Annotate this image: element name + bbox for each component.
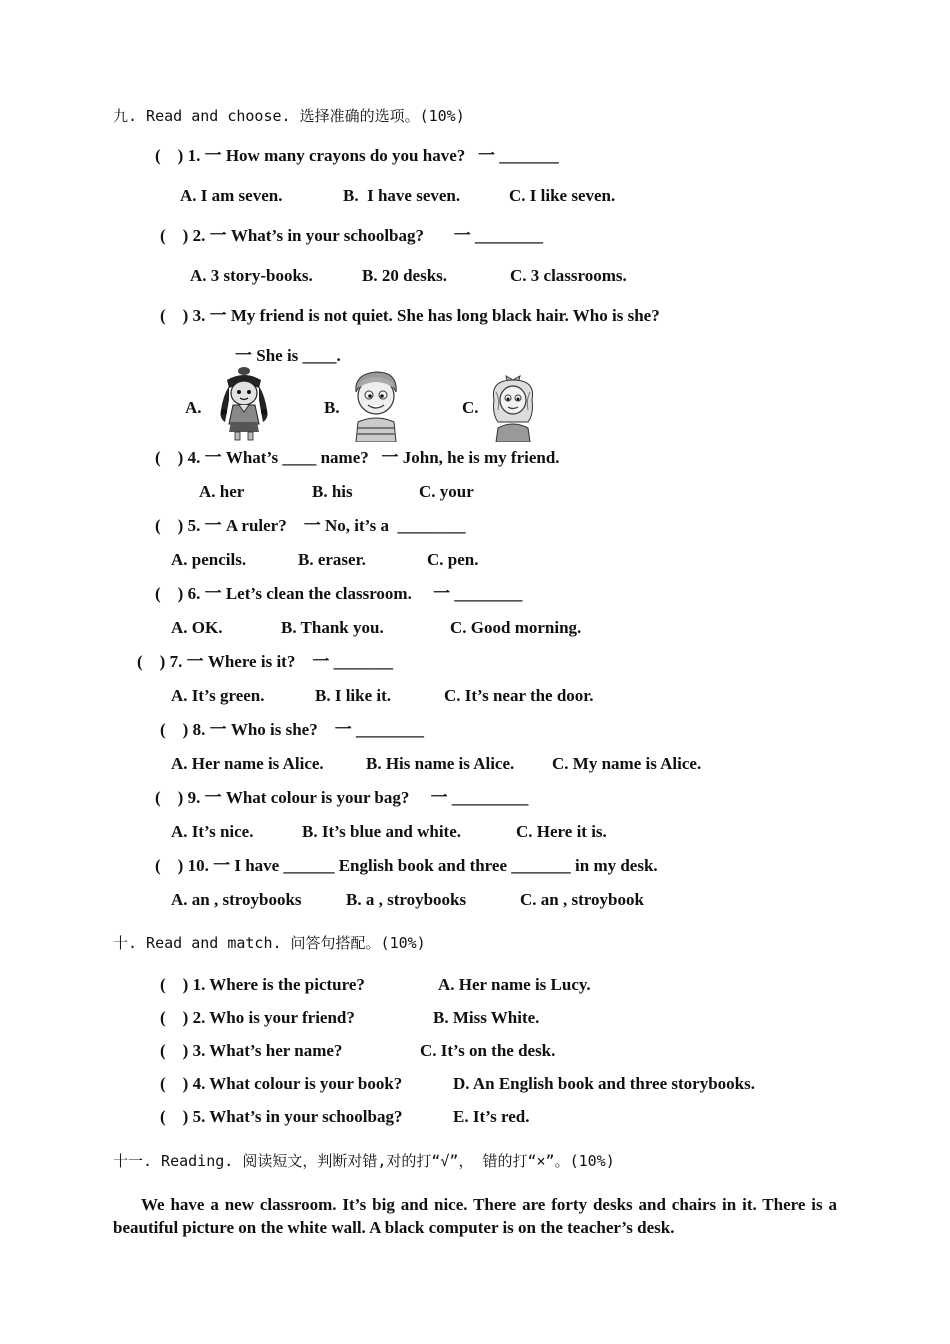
q3-option-c: C. — [462, 398, 479, 417]
q7-option-a: A. It’s green. — [171, 686, 265, 705]
section-10-heading: 十. Read and match. 问答句搭配。(10%) — [113, 934, 426, 952]
q4-option-b: B. his — [312, 482, 353, 501]
match-question-5: ( ) 5. What’s in your schoolbag? — [160, 1107, 403, 1126]
q6-option-c: C. Good morning. — [450, 618, 582, 637]
question-6: ( ) 6. 一 Let’s clean the classroom. 一 ________ — [155, 584, 523, 603]
q3-option-b: B. — [324, 398, 340, 417]
q5-option-c: C. pen. — [427, 550, 479, 569]
q6-option-a: A. OK. — [171, 618, 223, 637]
q6-option-b: B. Thank you. — [281, 618, 384, 637]
question-1: ( ) 1. 一 How many crayons do you have? 一 _______ — [155, 146, 559, 165]
question-5: ( ) 5. 一 A ruler? 一 No, it’s a ________ — [155, 516, 466, 535]
q1-option-b: B. I have seven. — [343, 186, 461, 205]
q10-option-c: C. an , stroybook — [520, 890, 644, 909]
q1-option-c: C. I like seven. — [509, 186, 616, 205]
match-answer-b: B. Miss White. — [433, 1008, 540, 1027]
match-answer-c: C. It’s on the desk. — [420, 1041, 556, 1060]
q5-option-b: B. eraser. — [298, 550, 366, 569]
girl-black-hair-picture — [215, 366, 273, 442]
section-9-heading: 九. Read and choose. 选择准确的选项。(10%) — [113, 107, 465, 125]
match-question-4: ( ) 4. What colour is your book? — [160, 1074, 403, 1093]
reading-passage-text: We have a new classroom. It’s big and nice. There are forty desks and chairs in it. There is a beautiful picture on the white wall. A black computer is on the teacher’s desk. — [113, 1195, 837, 1237]
reading-passage — [113, 1193, 837, 1239]
q10-option-a: A. an , stroybooks — [171, 890, 302, 909]
match-question-1: ( ) 1. Where is the picture? — [160, 975, 365, 994]
question-7: ( ) 7. 一 Where is it? 一 _______ — [137, 652, 394, 671]
question-2: ( ) 2. 一 What’s in your schoolbag? 一 ________ — [160, 226, 543, 245]
match-question-3: ( ) 3. What’s her name? — [160, 1041, 343, 1060]
q7-option-b: B. I like it. — [315, 686, 392, 705]
q4-option-a: A. her — [199, 482, 245, 501]
question-8: ( ) 8. 一 Who is she? 一 ________ — [160, 720, 424, 739]
q1-option-a: A. I am seven. — [180, 186, 283, 205]
q9-option-a: A. It’s nice. — [171, 822, 254, 841]
q2-option-b: B. 20 desks. — [362, 266, 448, 285]
q7-option-c: C. It’s near the door. — [444, 686, 594, 705]
q8-option-b: B. His name is Alice. — [366, 754, 515, 773]
match-question-2: ( ) 2. Who is your friend? — [160, 1008, 355, 1027]
section-11-heading: 十一. Reading. 阅读短文，判断对错,对的打“√”， 错的打“×”。(10%) — [113, 1152, 615, 1170]
question-4: ( ) 4. 一 What’s ____ name? 一 John, he is my friend. — [155, 448, 560, 467]
q10-option-b: B. a , stroybooks — [346, 890, 467, 909]
q9-option-c: C. Here it is. — [516, 822, 607, 841]
boy-picture — [348, 368, 404, 442]
q2-option-a: A. 3 story-books. — [190, 266, 313, 285]
q8-option-c: C. My name is Alice. — [552, 754, 702, 773]
question-3: ( ) 3. 一 My friend is not quiet. She has long black hair. Who is she? — [160, 306, 660, 325]
question-9: ( ) 9. 一 What colour is your bag? 一 _________ — [155, 788, 529, 807]
match-answer-d: D. An English book and three storybooks. — [453, 1074, 755, 1093]
question-3-line-2: 一 She is ____. — [235, 346, 341, 365]
q8-option-a: A. Her name is Alice. — [171, 754, 324, 773]
match-answer-e: E. It’s red. — [453, 1107, 530, 1126]
q2-option-c: C. 3 classrooms. — [510, 266, 627, 285]
q5-option-a: A. pencils. — [171, 550, 247, 569]
match-answer-a: A. Her name is Lucy. — [438, 975, 591, 994]
girl-blonde-hair-picture — [486, 370, 540, 442]
q4-option-c: C. your — [419, 482, 474, 501]
q9-option-b: B. It’s blue and white. — [302, 822, 462, 841]
question-10: ( ) 10. 一 I have ______ English book and three _______ in my desk. — [155, 856, 658, 875]
q3-option-a: A. — [185, 398, 202, 417]
